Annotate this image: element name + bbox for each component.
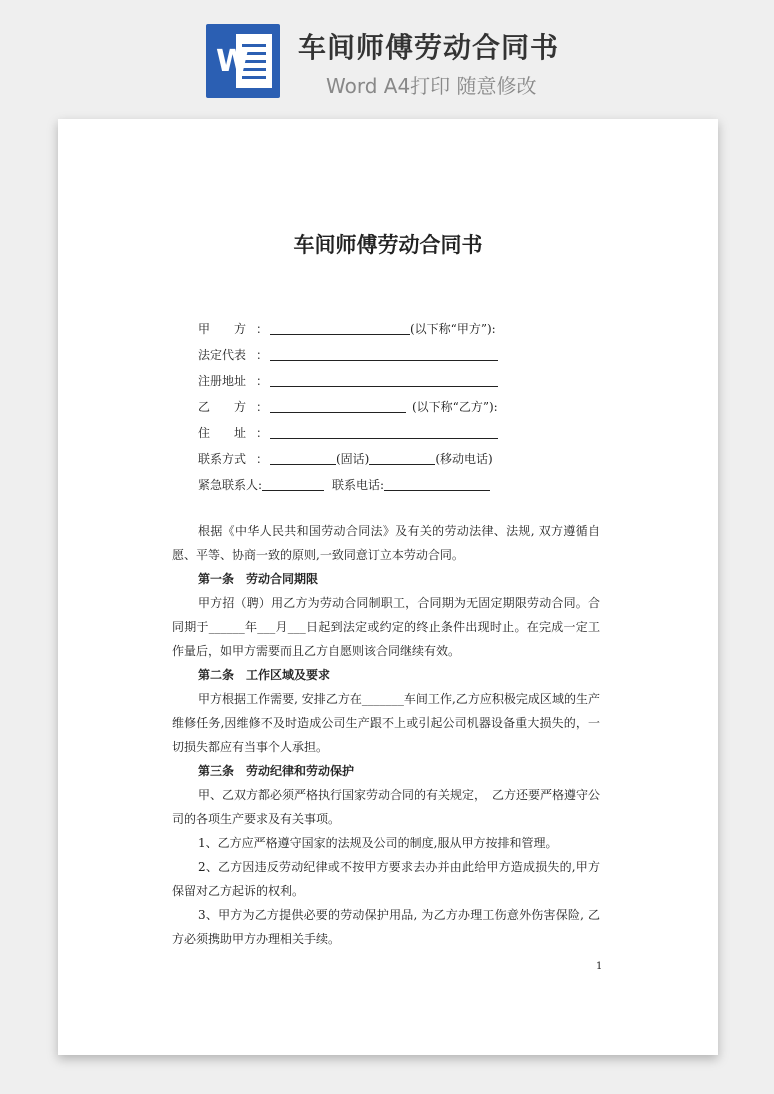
field-label: 联系方式 — [198, 451, 247, 466]
field-label: 甲 方 — [198, 321, 247, 336]
field-label: 注册地址 — [198, 373, 247, 388]
field-colon: ： — [256, 399, 269, 414]
field-colon: ： — [256, 451, 269, 466]
banner-subtitle: Word A4打印 随意修改 — [326, 74, 537, 98]
field-emergency — [198, 471, 498, 497]
field-address — [198, 367, 498, 393]
field-label: 乙 方 — [198, 399, 247, 414]
field-note: (以下称“乙方”): — [412, 399, 498, 414]
emergency-label: 紧急联系人: — [198, 477, 263, 492]
mobile-label: (移动电话) — [435, 451, 493, 466]
article-heading: 第一条 劳动合同期限 — [198, 572, 319, 586]
field-colon: ： — [256, 373, 269, 388]
intro-paragraph: 根据《中华人民共和国劳动合同法》及有关的劳动法律、法规, 双方遵循自愿、平等、协商一致的原则,一致同意订立本劳动合同。 — [172, 524, 600, 562]
party-a-blank[interactable] — [270, 322, 410, 335]
legal-rep-blank[interactable] — [270, 348, 498, 361]
field-legal-rep — [198, 341, 498, 367]
paragraph: 2、乙方因违反劳动纪律或不按甲方要求去办并由此给甲方造成损失的,甲方保留对乙方起诉的权利。 — [172, 860, 600, 898]
emergency-phone-blank[interactable] — [384, 478, 490, 491]
field-label: 住 址 — [198, 425, 247, 440]
paragraph: 1、乙方应严格遵守国家的法规及公司的制度,服从甲方按排和管理。 — [198, 836, 558, 850]
article-heading: 第二条 工作区域及要求 — [198, 668, 331, 682]
field-party-b — [198, 393, 498, 419]
document-title: 车间师傅劳动合同书 — [293, 233, 483, 257]
paragraph: 甲方招（聘）用乙方为劳动合同制职工，合同期为无固定期限劳动合同。合同期于______年___月___日起到法定或约定的终止条件出现时止。在完成一定工作量后，如甲方需要而且乙方自愿则该合同继续有效。 — [172, 596, 600, 658]
party-info-fields — [198, 315, 498, 497]
residence-blank[interactable] — [270, 426, 498, 439]
field-colon: ： — [256, 347, 269, 362]
paragraph: 甲方根据工作需要, 安排乙方在_______车间工作,乙方应积极完成区域的生产维修任务,因维修不及时造成公司生产跟不上或引起公司机器设备重大损失的，一切损失都应有当事个人承担。 — [172, 692, 600, 754]
banner — [0, 0, 774, 118]
field-label: 法定代表 — [198, 347, 247, 362]
paragraph: 3、甲方为乙方提供必要的劳动保护用品, 为乙方办理工伤意外伤害保险, 乙方必须携助甲方办理相关手续。 — [172, 908, 600, 946]
field-party-a — [198, 315, 498, 341]
contract-body — [172, 519, 600, 951]
party-b-blank[interactable] — [270, 400, 406, 413]
page-number: 1 — [596, 961, 603, 972]
document-page — [58, 119, 718, 1055]
emergency-blank[interactable] — [262, 478, 324, 491]
paragraph: 甲、乙双方都必须严格执行国家劳动合同的有关规定， 乙方还要严格遵守公司的各项生产要求及有关事项。 — [172, 788, 601, 826]
word-letter: W — [216, 44, 250, 79]
article-heading: 第三条 劳动纪律和劳动保护 — [198, 764, 355, 778]
field-colon: ： — [256, 321, 269, 336]
field-residence — [198, 419, 498, 445]
field-note: (以下称“甲方”): — [410, 321, 496, 336]
landline-blank[interactable] — [270, 452, 336, 465]
field-contact — [198, 445, 498, 471]
address-blank[interactable] — [270, 374, 498, 387]
banner-title: 车间师傅劳动合同书 — [298, 31, 560, 64]
mobile-blank[interactable] — [369, 452, 435, 465]
landline-label: (固话) — [336, 451, 370, 466]
field-colon: ： — [256, 425, 269, 440]
word-document-icon — [206, 24, 280, 98]
emergency-phone-label: 联系电话: — [332, 477, 385, 492]
